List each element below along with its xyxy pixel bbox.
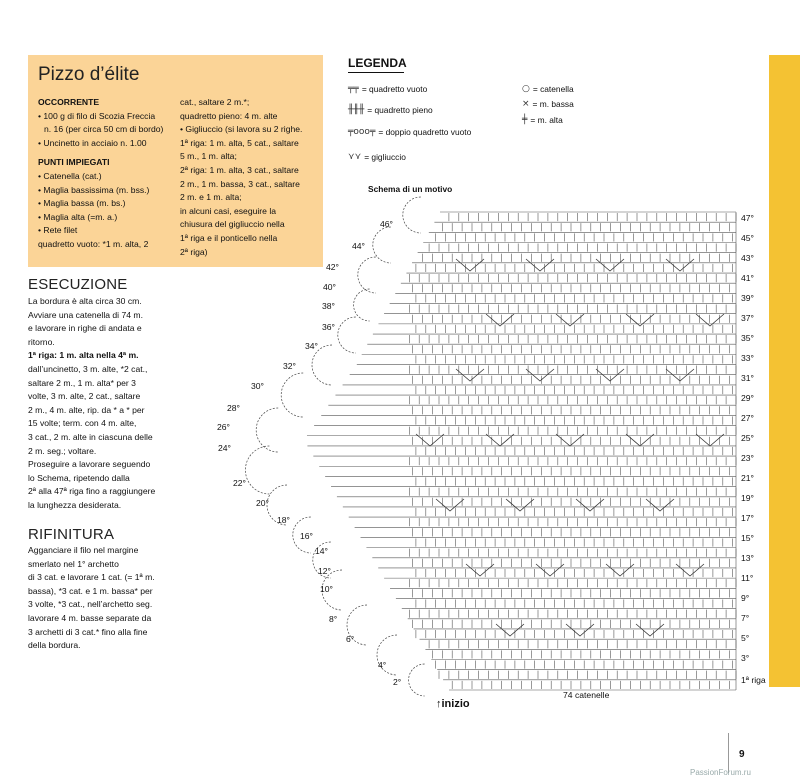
lily-motif: [466, 564, 494, 576]
lily-motif: [596, 259, 624, 271]
stitch-line: in alcuni casi, eseguire la: [180, 205, 277, 216]
row-label-right: 25°: [741, 433, 754, 443]
esecuzione-line: 3 cat., 2 m. alte in ciascuna delle: [28, 431, 153, 442]
stitch-line: 2ª riga): [180, 246, 208, 257]
punti-heading: PUNTI IMPIEGATI: [38, 157, 110, 168]
scallop-arc: [403, 197, 421, 233]
watermark: PassionForum.ru: [690, 768, 751, 777]
row-label-left: 28°: [227, 403, 240, 413]
row-label-left: 44°: [352, 241, 365, 251]
page-title: Pizzo d’élite: [38, 64, 140, 85]
row-label-right: 43°: [741, 253, 754, 263]
row-label-left: 8°: [329, 614, 338, 624]
row-label-left: 4°: [378, 660, 387, 670]
occorrente-line: • 100 g di filo di Scozia Freccia: [38, 110, 156, 121]
esecuzione-line: 15 volte; term. con 4 m. alte,: [28, 418, 137, 429]
row-label-right: 7°: [741, 613, 750, 623]
row-label-left: 16°: [300, 531, 313, 541]
rifinitura-line: 3 volte, *3 cat., nell’archetto seg.: [28, 599, 153, 610]
single-crochet-icon: ×: [522, 99, 530, 109]
row-label-left: 18°: [277, 515, 290, 525]
esecuzione-line: 2 m., 4 m. alte, rip. da * a * per: [28, 404, 145, 415]
rifinitura-line: della bordura.: [28, 640, 81, 651]
row-label-right: 35°: [741, 333, 754, 343]
row-label-right: 47°: [741, 213, 754, 223]
rifinitura-line: di 3 cat. e lavorare 1 cat. (= 1ª m.: [28, 572, 155, 583]
scallop-arc: [245, 446, 269, 494]
row-label-right: 29°: [741, 393, 754, 403]
row-label-left: 40°: [323, 282, 336, 292]
rifinitura-line: lavorare 4 m. basse separate da: [28, 612, 152, 623]
stitch-line: quadretto pieno: 4 m. alte: [180, 110, 278, 121]
row-label-left: 20°: [256, 498, 269, 508]
row-label-left: 46°: [380, 219, 393, 229]
row-label-right: 15°: [741, 533, 754, 543]
full-square-icon: ╫╫╫: [348, 105, 365, 115]
row-label-left: 26°: [217, 422, 230, 432]
row-label-left: 32°: [283, 361, 296, 371]
page-number: 9: [739, 749, 745, 760]
punti-line: • Rete filet: [38, 225, 78, 236]
rifinitura-line: 3 archetti di 3 cat.* fino alla fine: [28, 626, 148, 637]
double-square-icon: ╤ooo╤: [348, 127, 376, 137]
divider: [728, 733, 729, 773]
punti-line: • Maglia bassa (m. bs.): [38, 198, 126, 209]
legend-text: = m. alta: [530, 115, 563, 125]
row-label-right: 39°: [741, 293, 754, 303]
punti-line: • Maglia alta (=m. a.): [38, 211, 118, 222]
stitch-line: cat., saltare 2 m.*;: [180, 97, 250, 107]
esecuzione-line: 2 m. seg.; voltare.: [28, 445, 97, 456]
row-label-right: 3°: [741, 653, 750, 663]
lily-motif: [606, 564, 634, 576]
punti-line: quadretto vuoto: *1 m. alta, 2: [38, 238, 149, 249]
row-label-left: 12°: [318, 566, 331, 576]
row-label-right: 37°: [741, 313, 754, 323]
punti-line: • Catenella (cat.): [38, 170, 102, 181]
row-label-left: 36°: [322, 322, 335, 332]
row-label-left: 30°: [251, 381, 264, 391]
lily-motif: [536, 564, 564, 576]
punti-line: • Maglia bassissima (m. bss.): [38, 184, 150, 195]
occorrente-heading: OCCORRENTE: [38, 97, 100, 107]
esecuzione-line: dall’uncinetto, 3 m. alte, *2 cat.,: [28, 363, 148, 374]
esecuzione-line: Avviare una catenella di 74 m.: [28, 309, 143, 320]
row-label-left: 22°: [233, 478, 246, 488]
row-label-left: 2°: [393, 677, 402, 687]
double-crochet-icon: ╪: [522, 115, 528, 125]
scallop-arc: [409, 664, 425, 696]
row-label-left: 24°: [218, 443, 231, 453]
lily-motif: [486, 314, 514, 326]
scallop-arc: [256, 408, 278, 452]
stitch-line: 1ª riga e il ponticello nella: [180, 232, 278, 243]
lily-stitch-icon: ⋎⋎: [348, 152, 362, 162]
rifinitura-line: smerlato nel 1° archetto: [28, 558, 119, 569]
esecuzione-line: La bordura è alta circa 30 cm.: [28, 296, 142, 306]
stitch-line: 5 m., 1 m. alta;: [180, 151, 237, 162]
row-label-right: 41°: [741, 273, 754, 283]
row-label-right: 21°: [741, 473, 754, 483]
esecuzione-heading: ESECUZIONE: [28, 276, 128, 293]
stitch-line: 2 m., 1 m. bassa, 3 cat., saltare: [180, 178, 300, 189]
row-label-right: 45°: [741, 233, 754, 243]
row-label-right: 19°: [741, 493, 754, 503]
scallop-arc: [373, 227, 391, 263]
occorrente-line: • Uncinetto in acciaio n. 1.00: [38, 137, 147, 148]
esecuzione-line: Proseguire a lavorare seguendo: [28, 459, 151, 470]
occorrente-line: n. 16 (per circa 50 cm di bordo): [44, 124, 164, 135]
rifinitura-line: Agganciare il filo nel margine: [28, 545, 139, 555]
row-label-left: 38°: [322, 301, 335, 311]
esecuzione-line: saltare 2 m., 1 m. alta* per 3: [28, 377, 136, 388]
row-label-left: 34°: [305, 341, 318, 351]
start-label: [436, 698, 470, 710]
rifinitura-line: bassa), *3 cat. e 1 m. bassa* per: [28, 585, 153, 596]
scallop-arc: [338, 317, 356, 353]
lily-motif: [556, 314, 584, 326]
legend-text: = quadretto pieno: [367, 105, 433, 115]
row-label-right: 23°: [741, 453, 754, 463]
row-label-right: 1ª riga: [741, 675, 766, 685]
lily-motif: [526, 259, 554, 271]
chain-count-label: 74 catenelle: [563, 690, 610, 700]
legend-text: = gigliuccio: [364, 152, 406, 162]
esecuzione-line: lo Schema, ripetendo dalla: [28, 472, 130, 483]
row-label-right: 13°: [741, 553, 754, 563]
legend-text: = m. bassa: [532, 99, 574, 109]
row-label-left: 42°: [326, 262, 339, 272]
chart-grid: [307, 212, 736, 690]
row-label-right: 9°: [741, 593, 750, 603]
start-text: inizio: [441, 698, 470, 710]
stitch-line: chiusura del gigliuccio nella: [180, 219, 285, 230]
arrow-up-icon: ↑: [436, 698, 442, 710]
stitch-line: 2 m. e 1 m. alta;: [180, 192, 242, 203]
esecuzione-line: 2ª alla 47ª riga fino a raggiungere: [28, 486, 156, 497]
yellow-sidebar: [769, 55, 800, 687]
esecuzione-line: 1ª riga: 1 m. alta nella 4ª m.: [28, 350, 139, 361]
row-label-right: 31°: [741, 373, 754, 383]
empty-square-icon: ╤╤: [348, 84, 359, 94]
row-label-right: 5°: [741, 633, 750, 643]
stitch-line: 1ª riga: 1 m. alta, 5 cat., saltare: [180, 137, 299, 148]
stitch-line: 2ª riga: 1 m. alta, 3 cat., saltare: [180, 164, 299, 175]
esecuzione-line: e lavorare in righe di andata e: [28, 323, 142, 334]
lily-motif: [576, 499, 604, 511]
row-label-right: 33°: [741, 353, 754, 363]
legend-text: = quadretto vuoto: [361, 84, 428, 94]
esecuzione-line: la lunghezza desiderata.: [28, 499, 122, 510]
row-label-right: 27°: [741, 413, 754, 423]
scallop-arc: [312, 345, 332, 385]
chain-icon: ○: [522, 84, 530, 94]
esecuzione-line: ritorno.: [28, 336, 55, 347]
legend-title: LEGENDA: [348, 56, 407, 70]
lily-motif: [506, 499, 534, 511]
legend-text: = doppio quadretto vuoto: [378, 127, 472, 137]
rifinitura-heading: RIFINITURA: [28, 526, 115, 543]
lily-motif: [496, 624, 524, 636]
stitch-line: • Gigliuccio (si lavora su 2 righe.: [180, 124, 303, 135]
esecuzione-line: volte, 3 m. alte, 2 cat., saltare: [28, 391, 141, 402]
row-label-left: 6°: [346, 634, 355, 644]
lily-motif: [456, 259, 484, 271]
scallop-arc: [281, 373, 303, 417]
lily-motif: [566, 624, 594, 636]
row-label-right: 17°: [741, 513, 754, 523]
row-label-right: 11°: [741, 573, 754, 583]
scallop-arc: [354, 289, 370, 321]
row-label-left: 10°: [320, 584, 333, 594]
row-label-left: 14°: [315, 546, 328, 556]
schema-title: Schema di un motivo: [368, 184, 453, 194]
legend-text: = catenella: [532, 84, 574, 94]
scallop-arc: [358, 257, 376, 293]
lily-motif: [436, 499, 464, 511]
